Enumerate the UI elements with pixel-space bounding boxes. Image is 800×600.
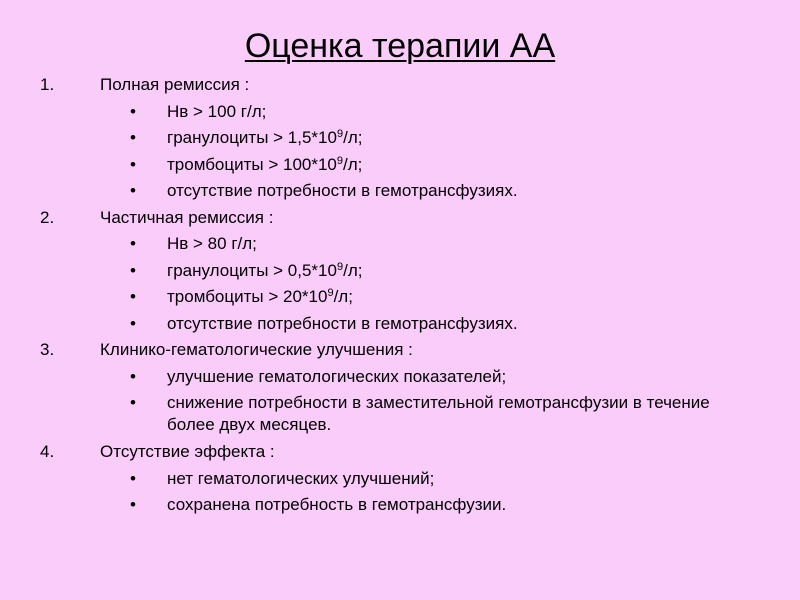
list-item	[0, 231, 800, 258]
list-item	[0, 492, 800, 519]
bullet-icon: •	[130, 101, 136, 121]
bullet-icon: •	[130, 234, 136, 253]
section-heading-row	[0, 72, 800, 99]
section-clinical-improvement	[0, 337, 800, 439]
section-heading-row	[0, 205, 800, 232]
item-text: нет гематологических улучшений;	[167, 468, 435, 488]
section-number: 4.	[40, 442, 55, 461]
item-text: тромбоциты > $100*10^9/л$;	[167, 154, 363, 174]
section-complete-remission	[0, 72, 800, 205]
section-heading: Отсутствие эффекта :	[100, 442, 275, 461]
list-item	[0, 258, 800, 285]
item-text: гранулоциты > $0,5*10^9/л$;	[167, 260, 363, 280]
list-item	[0, 364, 800, 391]
section-number: 3.	[40, 340, 55, 359]
list-item	[0, 284, 800, 311]
section-heading: Полная ремиссия :	[100, 75, 250, 94]
bullet-icon: •	[130, 313, 136, 333]
bullet-icon: •	[130, 287, 136, 306]
section-heading-row	[0, 439, 800, 466]
list-item	[0, 125, 800, 152]
slide-title: Оценка терапии АА	[244, 27, 556, 65]
item-text: сохранена потребность в гемотрансфузии.	[167, 495, 507, 514]
section-heading: Частичная ремиссия :	[100, 207, 274, 227]
bullet-icon: •	[130, 260, 136, 280]
item-text: снижение потребности в заместительной гемотрансфузии в течение более двух месяцев.	[167, 393, 710, 434]
bullet-icon: •	[130, 128, 136, 147]
bullet-icon: •	[130, 366, 136, 386]
section-no-effect	[0, 439, 800, 519]
list-item	[0, 178, 800, 205]
bullet-icon: •	[130, 393, 136, 412]
bullet-icon: •	[130, 495, 136, 514]
item-text: Нв > 100 г/л;	[167, 101, 267, 121]
bullet-icon: •	[130, 154, 136, 174]
bullet-icon: •	[130, 181, 136, 200]
list-item	[0, 311, 800, 338]
bullet-icon: •	[130, 468, 136, 488]
list-item	[0, 152, 800, 179]
list-item	[0, 466, 800, 493]
section-number: 2.	[40, 207, 55, 227]
section-number: 1.	[40, 75, 55, 94]
section-heading-row	[0, 337, 800, 364]
item-text: Нв > 80 г/л;	[167, 234, 257, 253]
item-text: отсутствие потребности в гемотрансфузиях.	[167, 313, 518, 333]
item-text: гранулоциты > $1,5*10^9/л$;	[167, 128, 363, 147]
therapy-criteria-list	[0, 72, 800, 519]
list-item	[0, 99, 800, 126]
section-partial-remission	[0, 205, 800, 338]
item-text: отсутствие потребности в гемотрансфузиях.	[167, 181, 518, 200]
item-text: улучшение гематологических показателей;	[167, 366, 507, 386]
list-item	[0, 390, 737, 439]
section-heading: Клинико-гематологические улучшения :	[100, 340, 413, 359]
item-text: тромбоциты > $20*10^9/л$;	[167, 287, 353, 306]
